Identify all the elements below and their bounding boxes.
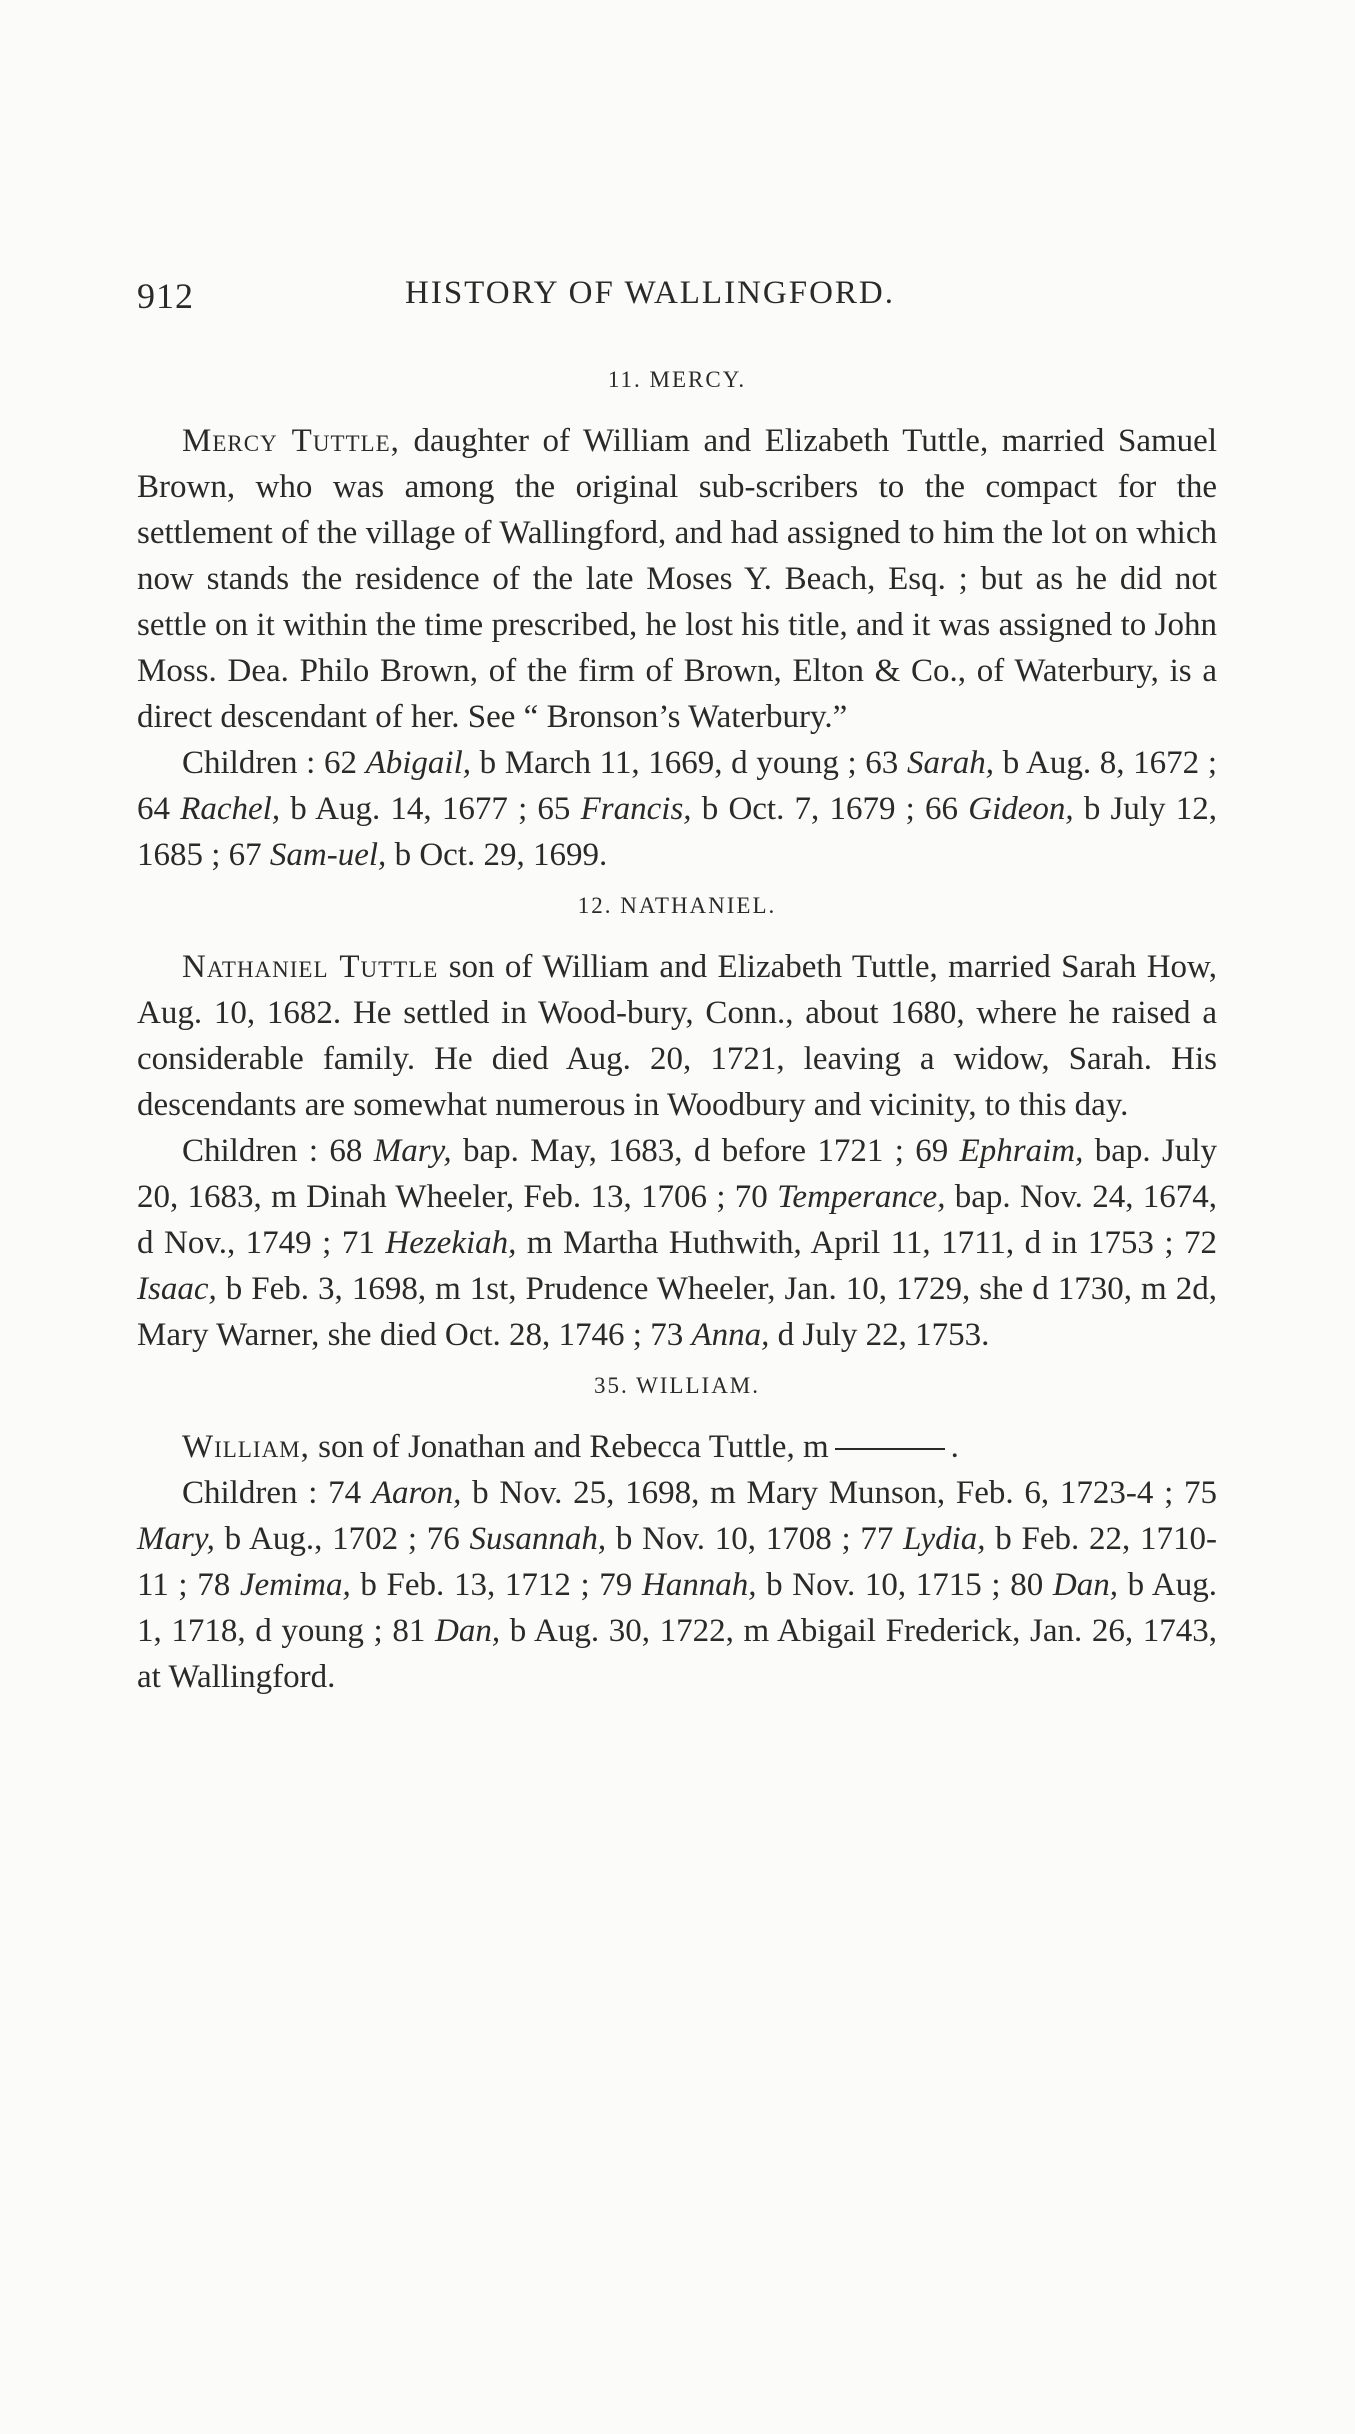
child-name: Susannah, (469, 1521, 607, 1557)
paragraph-end: . (950, 1429, 959, 1465)
lead-name: Nathaniel Tuttle (182, 949, 439, 985)
lead-name: William, (182, 1429, 310, 1465)
child-name: Dan, (435, 1613, 501, 1649)
section-heading-mercy: 11. MERCY. (607, 367, 747, 392)
child-details: b Feb. 3, 1698, m 1st, Prudence Wheeler, Jan. 10, 1729, she d 1730, m 2d, Mary Warner, she died Oct. 28, 1746 ; 73 (137, 1271, 1217, 1353)
child-details: bap. Nov. 24, 1674, d Nov., 1749 ; 71 (137, 1179, 1218, 1261)
paragraph-body: son of William and Elizabeth Tuttle, married Sarah How, Aug. 10, 1682. He settled in Wood-bury, Conn., about 1680, where he raised a considerable family. He died Aug. 20, 1721, leaving a widow, Sarah. His descendants are somewhat numerous in Woodbury and vicinity, to this day. (137, 949, 1217, 1123)
child-details: b Nov. 25, 1698, m Mary Munson, Feb. 6, 1723-4 ; 75 (461, 1475, 1217, 1511)
child-details: Children : 74 (182, 1475, 372, 1511)
child-name: Francis, (580, 791, 692, 827)
child-details: b Feb. 13, 1712 ; 79 (350, 1567, 642, 1603)
running-title: HISTORY OF WALLINGFORD. (405, 275, 896, 311)
children-list (137, 1128, 1217, 1358)
child-name: Sarah, (906, 745, 995, 781)
child-name: Hannah, (641, 1567, 757, 1603)
child-name: Rachel, (180, 791, 281, 827)
section-heading-william: 35. WILLIAM. (593, 1373, 761, 1398)
child-name: Isaac, (137, 1271, 217, 1307)
child-name: Anna, (691, 1317, 770, 1353)
child-details: b Nov. 10, 1708 ; 77 (606, 1521, 904, 1557)
paragraph-body: son of Jonathan and Rebecca Tuttle, m (309, 1429, 829, 1465)
child-details: Children : 68 (182, 1133, 374, 1169)
child-name: Jemima, (239, 1567, 351, 1603)
child-details: b Oct. 29, 1699. (386, 837, 608, 873)
child-name: Gideon, (968, 791, 1074, 827)
child-details: b Aug. 1, 1718, d young ; 81 (137, 1567, 1217, 1649)
paragraph-william (137, 1424, 1217, 1470)
child-name: Lydia, (903, 1521, 986, 1557)
child-details: b Feb. 22, 1710-11 ; 78 (137, 1521, 1217, 1603)
body-text (137, 360, 1217, 1700)
lead-name: Mercy Tuttle, (182, 423, 400, 459)
child-details: b Aug. 8, 1672 ; 64 (137, 745, 1217, 827)
child-details: b March 11, 1669, d young ; 63 (471, 745, 907, 781)
child-details: b Nov. 10, 1715 ; 80 (756, 1567, 1053, 1603)
child-details: b Oct. 7, 1679 ; 66 (691, 791, 969, 827)
blank-rule (835, 1448, 945, 1450)
child-name: Abigail, (365, 745, 472, 781)
child-details: b Aug. 14, 1677 ; 65 (280, 791, 581, 827)
child-name: Ephraim, (959, 1133, 1084, 1169)
child-name: Sam-uel, (269, 837, 387, 873)
child-name: Temperance, (777, 1179, 946, 1215)
children-list (137, 740, 1217, 878)
child-name: Mary, (137, 1521, 215, 1557)
paragraph-nathaniel (137, 944, 1217, 1128)
paragraph-mercy (137, 418, 1217, 740)
child-details: Children : 62 (182, 745, 366, 781)
paragraph-body: daughter of William and Elizabeth Tuttle, married Samuel Brown, who was among the original sub-scribers to the compact for the settlement of the village of Wallingford, and had assigned to him the lot on which now stands the residence of the late Moses Y. Beach, Esq. ; but as he did not settle on it within the time prescribed, he lost his title, and it was assigned to John Moss. Dea. Philo Brown, of the firm of Brown, Elton & Co., of Waterbury, is a direct descendant of her. See “ Bronson’s Waterbury.” (137, 423, 1217, 735)
child-details: b Aug. 30, 1722, m Abigail Frederick, Jan. 26, 1743, at Wallingford. (137, 1613, 1217, 1695)
children-list (137, 1470, 1217, 1700)
child-name: Hezekiah, (385, 1225, 517, 1261)
section-heading-nathaniel: 12. NATHANIEL. (577, 893, 777, 918)
child-details: d July 22, 1753. (769, 1317, 990, 1353)
child-name: Aaron, (371, 1475, 462, 1511)
page-number: 912 (137, 276, 194, 316)
child-details: b Aug., 1702 ; 76 (214, 1521, 470, 1557)
child-name: Dan, (1052, 1567, 1118, 1603)
child-details: bap. July 20, 1683, m Dinah Wheeler, Feb. 13, 1706 ; 70 (137, 1133, 1218, 1215)
child-details: b July 12, 1685 ; 67 (137, 791, 1217, 873)
child-details: m Martha Huthwith, April 11, 1711, d in 1753 ; 72 (516, 1225, 1218, 1261)
child-name: Mary, (373, 1133, 452, 1169)
child-details: bap. May, 1683, d before 1721 ; 69 (451, 1133, 960, 1169)
